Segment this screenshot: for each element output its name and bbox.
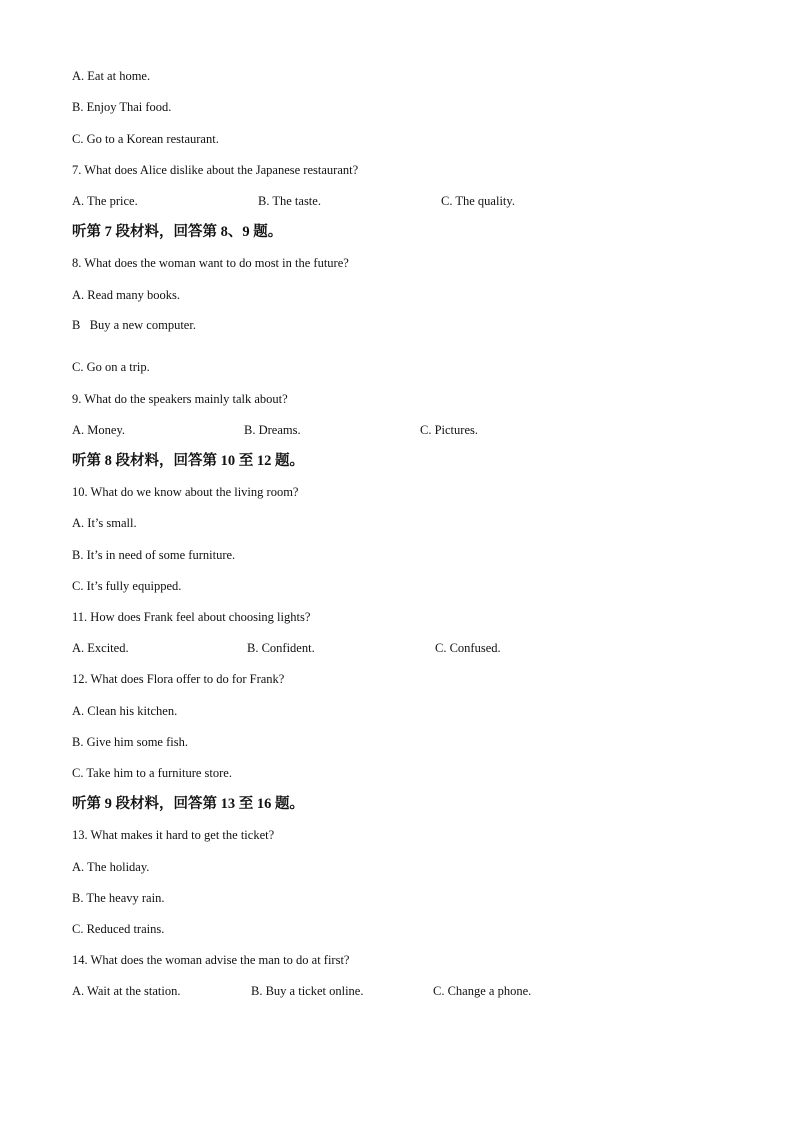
q11-option-c: C. Confused. [435,641,501,655]
q9-option-a: A. Money. [72,423,126,437]
question-10: 10. What do we know about the living room? [72,485,299,499]
question-12: 12. What does Flora offer to do for Frank? [72,672,285,686]
q11-option-a: A. Excited. [72,641,129,655]
q13-option-a: A. The holiday. [72,860,150,874]
q13-option-b: B. The heavy rain. [72,891,165,905]
q10-option-c: C. It’s fully equipped. [72,579,182,593]
section-heading-8: 听第 8 段材料，回答第 10 至 12 题。 [72,453,304,469]
q13-option-c: C. Reduced trains. [72,922,165,936]
q8-option-a: A. Read many books. [72,288,180,302]
section-heading-9: 听第 9 段材料，回答第 13 至 16 题。 [72,796,304,812]
q9-option-c: C. Pictures. [420,423,478,437]
q9-option-b: B. Dreams. [244,423,301,437]
q6-option-c: C. Go to a Korean restaurant. [72,132,219,146]
q8-option-b: B Buy a new computer. [72,318,196,332]
q12-option-a: A. Clean his kitchen. [72,704,178,718]
question-7: 7. What does Alice dislike about the Japanese restaurant? [72,163,359,177]
question-13: 13. What makes it hard to get the ticket? [72,828,275,842]
q6-option-a: A. Eat at home. [72,69,151,83]
q6-option-b: B. Enjoy Thai food. [72,100,172,114]
question-8: 8. What does the woman want to do most in the future? [72,256,349,270]
q10-option-b: B. It’s in need of some furniture. [72,548,236,562]
q14-option-b: B. Buy a ticket online. [251,984,364,998]
section-heading-7: 听第 7 段材料，回答第 8、9 题。 [72,224,283,240]
question-11: 11. How does Frank feel about choosing lights? [72,610,311,624]
q10-option-a: A. It’s small. [72,516,137,530]
question-9: 9. What do the speakers mainly talk about? [72,392,288,406]
q7-option-c: C. The quality. [441,194,515,208]
question-14: 14. What does the woman advise the man to do at first? [72,953,350,967]
q12-option-b: B. Give him some fish. [72,735,188,749]
q14-option-a: A. Wait at the station. [72,984,181,998]
q7-option-b: B. The taste. [258,194,321,208]
q12-option-c: C. Take him to a furniture store. [72,766,232,780]
q7-option-a: A. The price. [72,194,138,208]
q8-option-c: C. Go on a trip. [72,360,150,374]
q11-option-b: B. Confident. [247,641,315,655]
q14-option-c: C. Change a phone. [433,984,532,998]
